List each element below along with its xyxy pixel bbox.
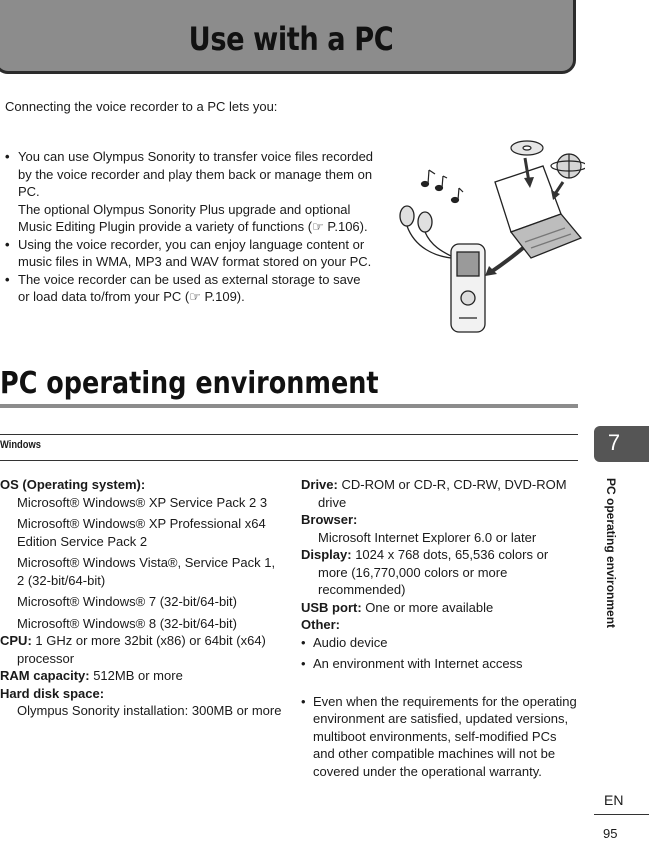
warranty-note: • Even when the requirements for the operating environment are satisfied, updated versions, multiboot environments, self-modified PCs and other compatible machines will not be covered under the operational warranty.: [301, 693, 577, 779]
requirements-right-column: [301, 476, 581, 780]
display-row: [301, 546, 581, 599]
requirements-left-column: [0, 476, 285, 720]
list-item-text: The optional Olympus Sonority Plus upgrade and optional Music Editing Plugin provide a variety of functions (☞ P.106).: [18, 201, 368, 234]
language-label: EN: [604, 792, 624, 808]
arrow-icon: [491, 248, 523, 272]
windows-label: Windows: [0, 439, 41, 451]
bullet-icon: •: [5, 149, 10, 164]
display-label: Display:: [301, 547, 352, 562]
chapter-number: 7: [607, 430, 621, 455]
drive-label: Drive:: [301, 477, 338, 492]
bullet-icon: •: [5, 271, 10, 287]
os-label: OS (Operating system):: [0, 477, 146, 492]
section-title: PC operating environment: [0, 366, 379, 401]
list-item-text: Using the voice recorder, you can enjoy language content or music files in WMA, MP3 and WAV format stored on your PC.: [18, 236, 372, 269]
page-number: 95: [603, 826, 618, 841]
ram-value: 512MB or more: [93, 668, 183, 683]
divider: [594, 814, 649, 815]
pc-connection-illustration: [385, 138, 585, 338]
drive-row: [301, 476, 581, 511]
cd-disc-icon: [511, 141, 543, 155]
usb-row: [301, 599, 581, 617]
list-item: • An environment with Internet access: [301, 656, 523, 671]
cpu-label: CPU:: [0, 633, 32, 648]
ram-row: [0, 667, 285, 685]
drive-value: CD-ROM or CD-R, CD-RW, DVD-ROM drive: [318, 477, 567, 510]
browser-value: Microsoft Internet Explorer 6.0 or later: [318, 529, 537, 545]
voice-recorder-icon: [451, 244, 485, 332]
list-item: • Audio device: [301, 634, 388, 650]
music-notes-icon: [422, 170, 464, 203]
os-item: Microsoft® Windows® XP Professional x64 Edition Service Pack 2: [17, 516, 266, 549]
cpu-value: 1 GHz or more 32bit (x86) or 64bit (x64) processor: [17, 633, 266, 666]
os-item: Microsoft® Windows® XP Service Pack 2 3: [17, 494, 268, 510]
list-item: [5, 148, 375, 236]
chapter-title: PC operating environment: [604, 478, 618, 629]
os-item: Microsoft® Windows® 7 (32-bit/64-bit): [17, 594, 237, 609]
globe-icon: [551, 154, 585, 178]
list-item: [5, 236, 375, 271]
browser-label: Browser:: [301, 512, 358, 527]
os-item: Microsoft® Windows Vista®, Service Pack 1, 2 (32-bit/64-bit): [17, 555, 276, 588]
feature-list: [5, 148, 375, 306]
bullet-icon: •: [5, 236, 10, 252]
headphones-icon: [400, 206, 451, 258]
other-label: Other:: [301, 617, 340, 632]
usb-label: USB port:: [301, 599, 362, 615]
divider: [0, 460, 578, 461]
ram-label: RAM capacity:: [0, 668, 90, 683]
usb-value: One or more available: [365, 599, 494, 615]
list-item: [5, 271, 375, 306]
hdd-value: Olympus Sonority installation: 300MB or more: [17, 703, 282, 718]
display-value: 1024 x 768 dots, 65,536 colors or more (16,770,000 colors or more recommended): [318, 547, 549, 597]
list-item-text: The voice recorder can be used as external storage to save or load data to/from your PC (☞ P.109).: [18, 271, 361, 304]
divider: [0, 434, 578, 435]
cpu-row: [0, 632, 285, 667]
laptop-icon: [495, 166, 581, 258]
section-divider: [0, 404, 578, 408]
intro-text: Connecting the voice recorder to a PC lets you:: [5, 99, 278, 114]
page-title: Use with a PC: [188, 20, 394, 58]
os-item: Microsoft® Windows® 8 (32-bit/64-bit): [17, 615, 237, 631]
hdd-label: Hard disk space:: [0, 685, 105, 701]
list-item-text: You can use Olympus Sonority to transfer voice files recorded by the voice recorder and play them back or manage them on PC.: [18, 149, 374, 199]
